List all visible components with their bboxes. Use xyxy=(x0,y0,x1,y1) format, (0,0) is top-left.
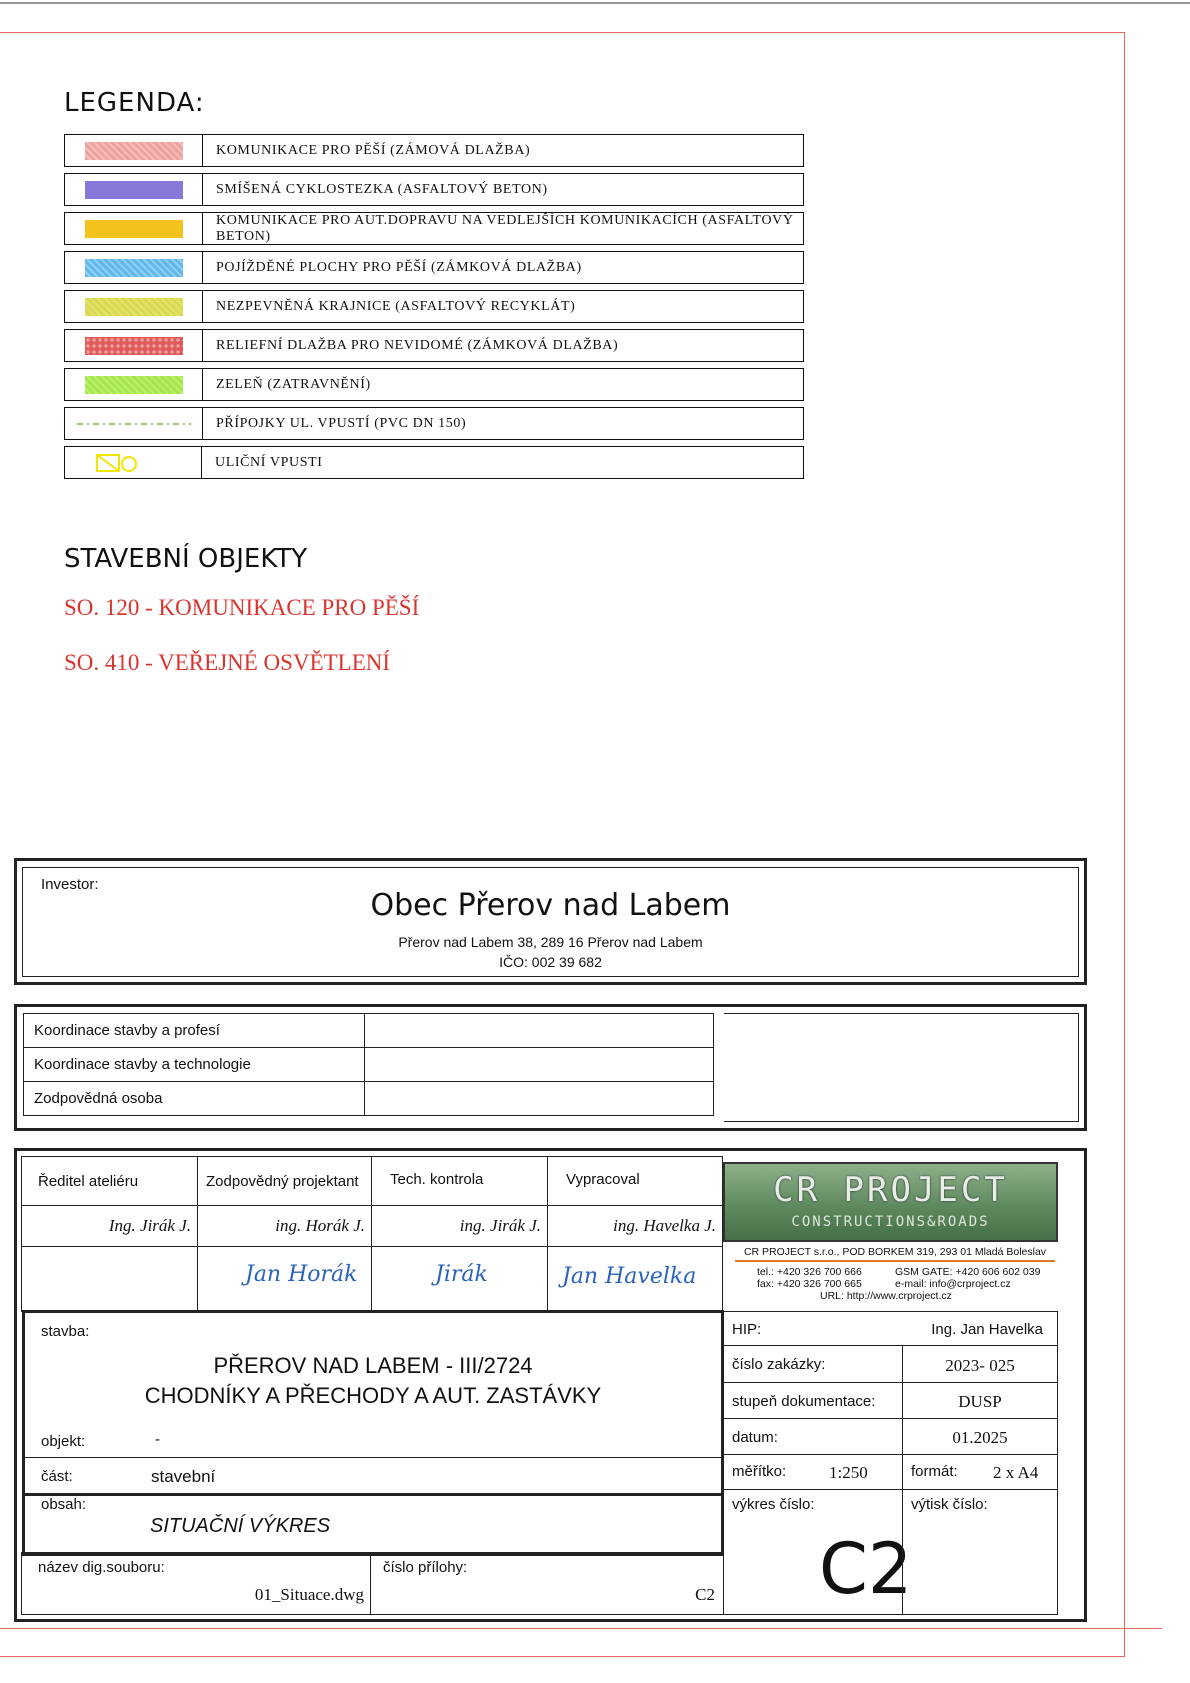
legend-row xyxy=(64,446,804,479)
cast-value: stavební xyxy=(151,1467,216,1486)
legend-swatch xyxy=(85,220,183,238)
vykres-cell xyxy=(723,1489,913,1615)
company-line: CR PROJECT s.r.o., POD BORKEM 319, 293 01 Mladá Boleslav xyxy=(735,1246,1055,1262)
coordination-label: Koordinace stavby a profesí xyxy=(24,1014,365,1048)
name-kontrola: ing. Jirák J. xyxy=(371,1205,548,1247)
zakazka-label: číslo zakázky: xyxy=(723,1345,903,1383)
contact-email: e-mail: info@crproject.cz xyxy=(895,1278,1011,1290)
meritko-row xyxy=(723,1454,903,1490)
name-projektant: ing. Horák J. xyxy=(197,1205,372,1247)
obsah-value: SITUAČNÍ VÝKRES xyxy=(150,1515,331,1537)
meritko-value: 1:250 xyxy=(829,1463,868,1482)
vytisk-label: výtisk číslo: xyxy=(911,1496,988,1513)
cast-label: část: xyxy=(41,1468,73,1485)
investor-address: Přerov nad Labem 38, 289 16 Přerov nad Labem xyxy=(398,934,703,950)
contact-fax: fax: +420 326 700 665 xyxy=(757,1278,862,1290)
stavba-label: stavba: xyxy=(41,1323,90,1340)
stupen-label: stupeň dokumentace: xyxy=(723,1382,903,1419)
meritko-label: měřítko: xyxy=(732,1463,787,1480)
stavba-line-1: PŘEROV NAD LABEM - III/2724 xyxy=(213,1353,533,1378)
signature-cell xyxy=(21,1246,198,1312)
hip-row xyxy=(723,1311,1058,1346)
contact-gsm: GSM GATE: +420 606 602 039 xyxy=(895,1266,1041,1278)
investor-ico: IČO: 002 39 682 xyxy=(499,954,602,970)
logo-main-text: CR PROJECT xyxy=(773,1170,1008,1210)
priloha-value: C2 xyxy=(695,1585,715,1604)
object-so120: SO. 120 - KOMUNIKACE PRO PĚŠÍ xyxy=(64,595,420,620)
legend-label: RELIEFNÍ DLAŽBA PRO NEVIDOMÉ (ZÁMKOVÁ DLAŽBA) xyxy=(216,337,619,353)
cr-project-logo xyxy=(723,1162,1058,1242)
priloha-cell xyxy=(370,1552,724,1615)
legend-swatch xyxy=(85,181,183,199)
vykres-label: výkres číslo: xyxy=(732,1496,815,1513)
legend-swatch xyxy=(85,298,183,316)
signature-projektant: Jan Horák xyxy=(245,1262,358,1287)
investor-name: Obec Přerov nad Labem xyxy=(370,888,731,923)
name-reditel: Ing. Jirák J. xyxy=(21,1205,198,1247)
legend-label: ZELEŇ (ZATRAVNĚNÍ) xyxy=(216,376,371,392)
vykres-value: C2 xyxy=(819,1528,913,1610)
legend-title: LEGENDA: xyxy=(64,88,205,118)
soubor-value: 01_Situace.dwg xyxy=(254,1585,364,1604)
legend-row xyxy=(64,251,804,284)
legend-label: ULIČNÍ VPUSTI xyxy=(215,454,323,470)
logo-sub-text: CONSTRUCTIONS&ROADS xyxy=(791,1214,990,1230)
coordination-label: Koordinace stavby a technologie xyxy=(24,1048,365,1082)
object-so410: SO. 410 - VEŘEJNÉ OSVĚTLENÍ xyxy=(64,650,391,675)
vytisk-cell xyxy=(902,1489,1058,1615)
page-top-edge xyxy=(0,2,1190,4)
legend-row xyxy=(64,368,804,401)
datum-value: 01.2025 xyxy=(902,1418,1058,1455)
stupen-value: DUSP xyxy=(902,1382,1058,1419)
soubor-label: název dig.souboru: xyxy=(38,1559,165,1576)
format-label: formát: xyxy=(911,1463,958,1480)
header-vypracoval: Vypracoval xyxy=(547,1156,723,1206)
investor-label: Investor: xyxy=(41,876,99,893)
contact-tel: tel.: +420 326 700 666 xyxy=(757,1266,862,1278)
legend-row xyxy=(64,407,804,440)
coordination-box xyxy=(14,1004,1087,1131)
legend-swatch xyxy=(85,259,183,277)
legend-label: PŘÍPOJKY UL. VPUSTÍ (PVC DN 150) xyxy=(216,415,467,431)
format-row xyxy=(902,1454,1058,1490)
legend-row xyxy=(64,212,804,245)
objects-title: STAVEBNÍ OBJEKTY xyxy=(64,544,308,574)
name-vypracoval: ing. Havelka J. xyxy=(547,1205,723,1247)
legend-table xyxy=(64,134,804,485)
zakazka-value: 2023- 025 xyxy=(902,1345,1058,1383)
header-reditel: Ředitel ateliéru xyxy=(21,1156,198,1206)
legend-swatch xyxy=(85,376,183,394)
legend-label: POJÍŽDĚNÉ PLOCHY PRO PĚŠÍ (ZÁMKOVÁ DLAŽBA) xyxy=(216,259,582,275)
legend-swatch xyxy=(85,142,183,160)
header-projektant: Zodpovědný projektant xyxy=(197,1156,372,1206)
objekt-label: objekt: xyxy=(41,1433,86,1450)
stavba-line-2: CHODNÍKY A PŘECHODY A AUT. ZASTÁVKY xyxy=(144,1383,602,1408)
legend-label: KOMUNIKACE PRO AUT.DOPRAVU NA VEDLEJŠÍCH KOMUNIKACÍCH (ASFALTOVÝ BETON) xyxy=(216,212,794,244)
drawing-frame-bottom xyxy=(0,1628,1162,1629)
header-kontrola: Tech. kontrola xyxy=(371,1156,548,1206)
obsah-label: obsah: xyxy=(41,1496,87,1513)
legend-row xyxy=(64,134,804,167)
legend-label: NEZPEVNĚNÁ KRAJNICE (ASFALTOVÝ RECYKLÁT) xyxy=(216,298,576,314)
soubor-cell xyxy=(21,1552,371,1615)
hip-label: HIP: xyxy=(732,1321,762,1338)
legend-swatch xyxy=(85,337,183,355)
format-value: 2 x A4 xyxy=(993,1463,1039,1482)
legend-row xyxy=(64,290,804,323)
coordination-table xyxy=(23,1013,714,1116)
investor-box xyxy=(14,858,1087,985)
legend-row xyxy=(64,329,804,362)
legend-label: KOMUNIKACE PRO PĚŠÍ (ZÁMOVÁ DLAŽBA) xyxy=(216,142,531,158)
stavba-box xyxy=(22,1310,724,1556)
coordination-label: Zodpovědná osoba xyxy=(24,1082,365,1116)
hip-value: Ing. Jan Havelka xyxy=(931,1321,1043,1338)
signature-kontrola: Jirák xyxy=(435,1262,488,1287)
gully-symbol-icon xyxy=(95,452,141,474)
datum-label: datum: xyxy=(723,1418,903,1455)
contact-url: URL: http://www.crproject.cz xyxy=(820,1290,952,1302)
signature-vypracoval: Jan Havelka xyxy=(562,1264,697,1289)
objekt-value: - xyxy=(155,1431,160,1448)
legend-label: SMÍŠENÁ CYKLOSTEZKA (ASFALTOVÝ BETON) xyxy=(216,181,548,197)
legend-row xyxy=(64,173,804,206)
priloha-label: číslo přílohy: xyxy=(383,1559,468,1576)
legend-swatch xyxy=(75,419,193,429)
